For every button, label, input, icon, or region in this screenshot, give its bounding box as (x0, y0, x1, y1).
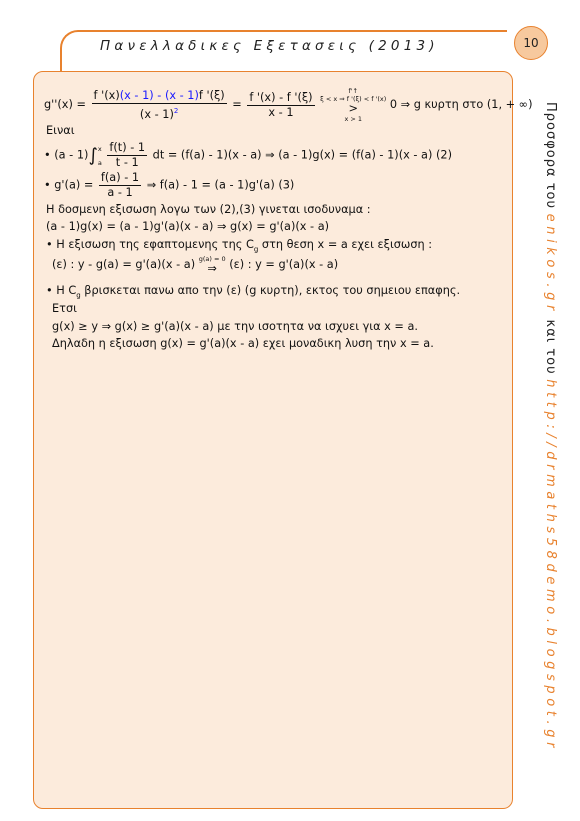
l1-den: (x - 1) (139, 107, 174, 121)
l7-a: • Η εξισωση της εφαπτομενης της C (46, 238, 254, 251)
math-line-1 (44, 87, 533, 123)
l1-gt-stack (320, 87, 386, 123)
l1-den-exp: 2 (173, 106, 179, 115)
l1-rest: 0 ⇒ g κυρτη στο (1, + ∞) (389, 98, 533, 111)
l7-sub: g (253, 245, 259, 254)
l3-pre: • (a - 1) (44, 148, 89, 162)
l4-pre: • g'(a) = (44, 178, 94, 192)
l8-over: g(a) = 0 (198, 255, 226, 263)
l8-b: (ε) : y = g'(a)(x - a) (229, 258, 339, 271)
l9-a: • Η C (46, 284, 77, 297)
math-line-4 (44, 171, 294, 200)
l1-over: ξ < x ⇒ f '(ξ) < f '(x) (320, 95, 387, 103)
l8-a: (ε) : y - g(a) = g'(a)(x - a) (52, 258, 196, 271)
math-line-5: Η δοσμενη εξισωση λογω των (2),(3) γινεται ισοδυναμα : (46, 203, 371, 216)
math-line-8 (52, 255, 338, 275)
credit-middle: και του (543, 319, 558, 375)
credit-site-blog[interactable]: http://drmaths58demo.blogspot.gr (543, 379, 558, 753)
l3-rest: dt = (f(a) - 1)(x - a) ⇒ (a - 1)g(x) = (f(a) - 1)(x - a) (2) (152, 148, 452, 162)
l1-num2: f '(x) - f '(ξ) (249, 90, 313, 104)
l1-under: x > 1 (344, 115, 362, 123)
l1-eq: = (232, 98, 242, 111)
math-line-12: Δηλαδη η εξισωση g(x) = g'(a)(x - a) εχει μοναδικη λυση την x = a. (52, 337, 434, 350)
l1-fraction-2 (247, 91, 314, 120)
l1-num-b: (x - 1) - (x - 1) (119, 88, 199, 102)
math-line-6: (a - 1)g(x) = (a - 1)g'(a)(x - a) ⇒ g(x) = g'(a)(x - a) (46, 220, 330, 233)
l3-den: t - 1 (115, 156, 139, 169)
math-line-11: g(x) ≥ y ⇒ g(x) ≥ g'(a)(x - a) με την ισοτητα να ισχυει για x = a. (52, 320, 419, 333)
l1-over-top: f'↑ (348, 87, 358, 95)
credit-prefix: Προσφορα του (543, 102, 558, 210)
math-line-7 (46, 238, 432, 253)
l7-b: στη θεση x = a εχει εξισωση : (258, 238, 433, 251)
l4-rest: ⇒ f(a) - 1 = (a - 1)g'(a) (3) (146, 178, 295, 192)
l4-fraction (99, 171, 141, 200)
integral-sign: ∫ (88, 145, 98, 166)
l1-gt: > (348, 102, 358, 115)
l8-arrow-stack (199, 255, 226, 275)
l1-lhs: g''(x) = (44, 98, 86, 111)
l3-limits (98, 145, 102, 167)
l4-den: a - 1 (107, 186, 133, 199)
l3-fraction (107, 141, 147, 170)
l8-arrow: ⇒ (207, 262, 217, 275)
l3-int-up: x (97, 144, 102, 153)
l3-int-low: a (97, 158, 102, 167)
l1-num-c: f '(ξ) (198, 88, 225, 102)
l1-fraction-1 (92, 89, 227, 122)
l3-num: f(t) - 1 (109, 141, 146, 154)
page-title: Πανελλαδικες Εξετασεις (2013) (100, 38, 439, 54)
math-line-2: Ειναι (46, 124, 75, 137)
page-number-badge: 10 (514, 26, 548, 60)
math-line-3 (44, 141, 452, 170)
l1-num-a: f '(x) (93, 88, 120, 102)
l1-den2: x - 1 (268, 105, 294, 119)
side-credit (543, 102, 558, 752)
l9-sub: g (76, 291, 81, 300)
math-line-9 (46, 284, 460, 299)
l4-num: f(a) - 1 (100, 171, 140, 184)
math-line-10: Ετσι (52, 302, 77, 315)
credit-site-enikos[interactable]: enikos.gr (543, 213, 558, 315)
l9-b: βρισκεται πανω απο την (ε) (g κυρτη), εκτος του σημειου επαφης. (80, 284, 461, 297)
